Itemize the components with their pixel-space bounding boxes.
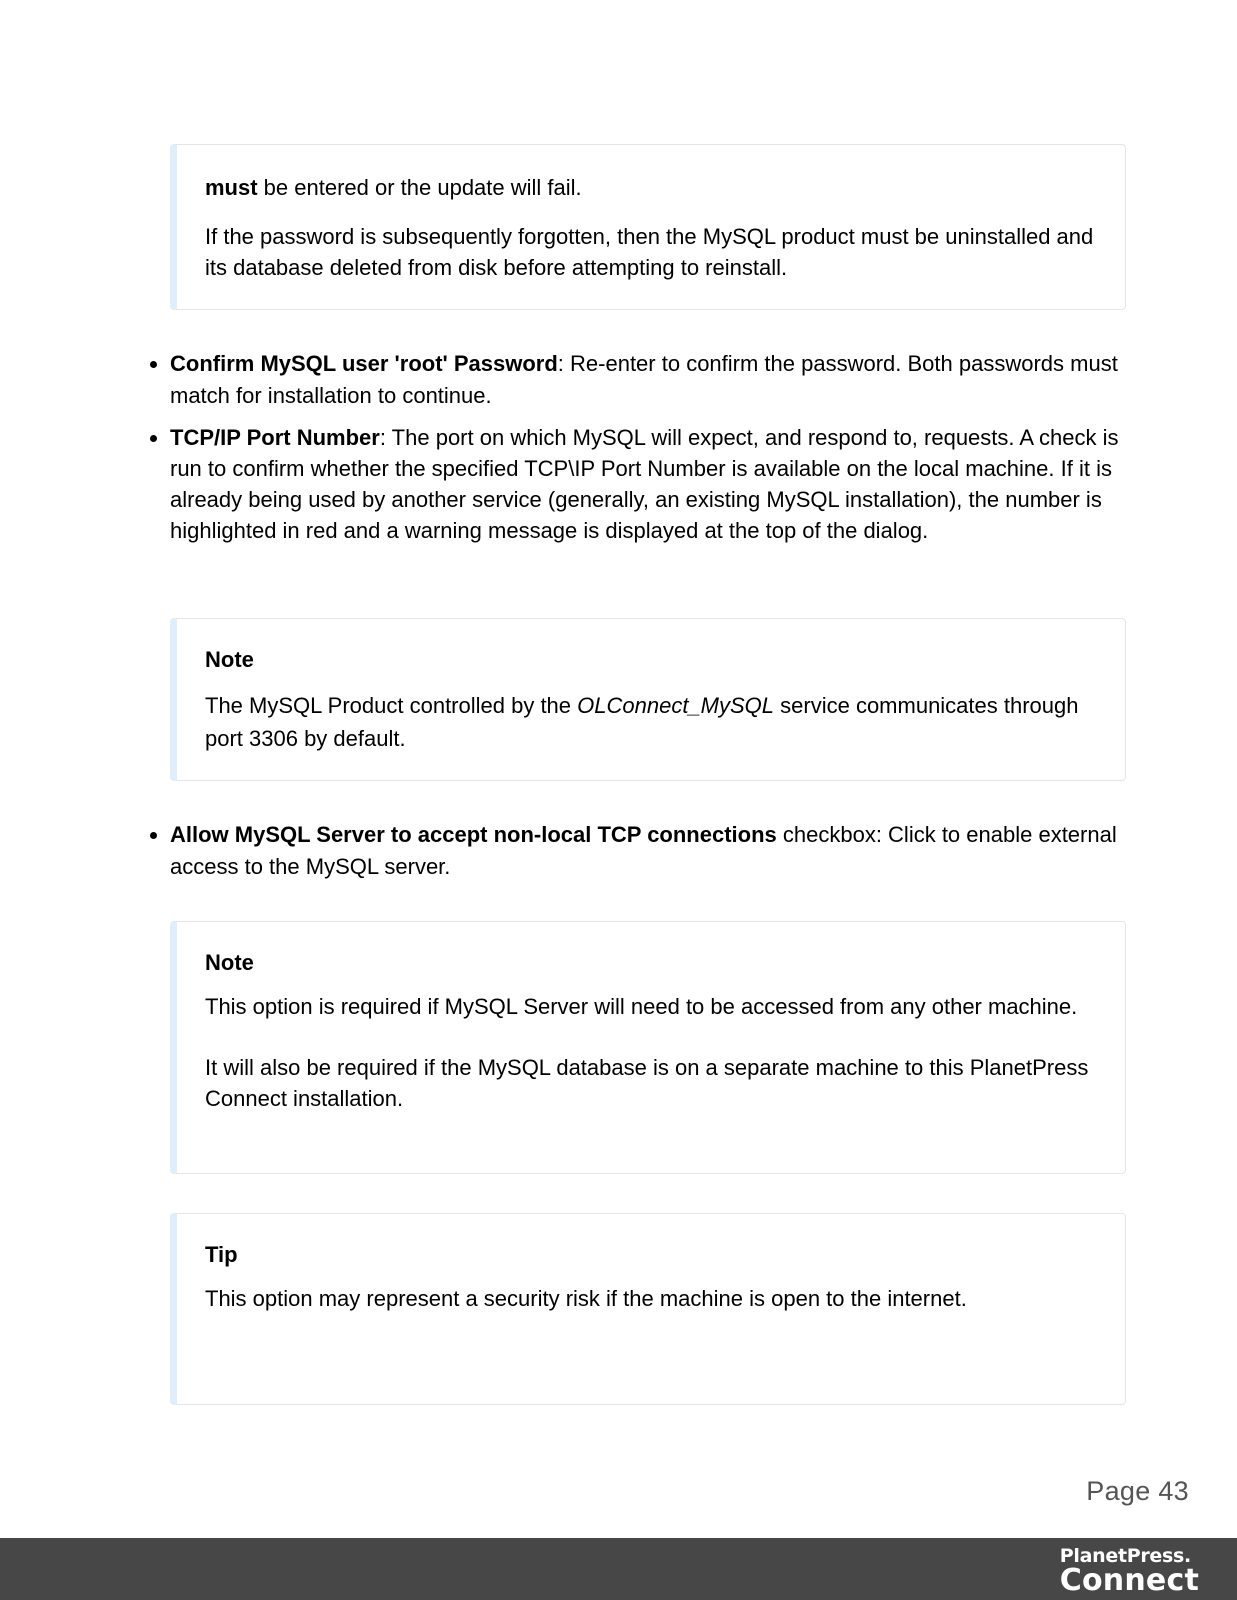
password-warning-line1: must be entered or the update will fail. xyxy=(205,175,582,200)
field-list-1 xyxy=(150,348,1150,556)
note-box-port xyxy=(170,618,1126,781)
planetpress-connect-logo: PlanetPress. Connect xyxy=(1059,1545,1199,1598)
note-box-remote-access xyxy=(170,921,1126,1174)
note-text: It will also be required if the MySQL database is on a separate machine to this PlanetPress Connect installation. xyxy=(205,1055,1089,1111)
list-item: • TCP/IP Port Number: The port on which MySQL will expect, and respond to, requests. A check is run to confirm whether the specified TCP\IP Port Number is available on the local machine. If it is already being used by another service (generally, an existing MySQL installation), the number is highlighted in red and a warning message is displayed at the top of the dialog. xyxy=(170,422,1150,546)
list-item: • Confirm MySQL user 'root' Password: Re-enter to confirm the password. Both passwords must match for installation to continue. xyxy=(170,348,1150,412)
service-name: OLConnect_MySQL xyxy=(577,693,775,718)
page-number: Page 43 xyxy=(1086,1476,1189,1506)
tip-box xyxy=(170,1213,1126,1405)
footer-bar xyxy=(0,1538,1237,1600)
tip-title: Tip xyxy=(205,1242,238,1267)
bullet-term: Allow MySQL Server to accept non-local TCP connections xyxy=(170,822,777,847)
must-emphasis: must xyxy=(205,175,258,200)
bullet-term: Confirm MySQL user 'root' Password xyxy=(170,351,558,376)
note-title: Note xyxy=(205,950,254,975)
tip-text: This option may represent a security risk if the machine is open to the internet. xyxy=(205,1286,967,1311)
password-warning-box xyxy=(170,144,1126,310)
note-title: Note xyxy=(205,647,254,672)
list-item: • Allow MySQL Server to accept non-local TCP connections checkbox: Click to enable external access to the MySQL server. xyxy=(170,819,1150,883)
field-list-2 xyxy=(150,819,1150,893)
note-text: This option is required if MySQL Server will need to be accessed from any other machine. xyxy=(205,994,1078,1019)
note-text: The MySQL Product controlled by the OLConnect_MySQL service communicates through port 3306 by default. xyxy=(205,693,1079,751)
password-forgotten-text: If the password is subsequently forgotten, then the MySQL product must be uninstalled and its database deleted from disk before attempting to reinstall. xyxy=(205,224,1094,280)
bullet-term: TCP/IP Port Number xyxy=(170,425,380,450)
